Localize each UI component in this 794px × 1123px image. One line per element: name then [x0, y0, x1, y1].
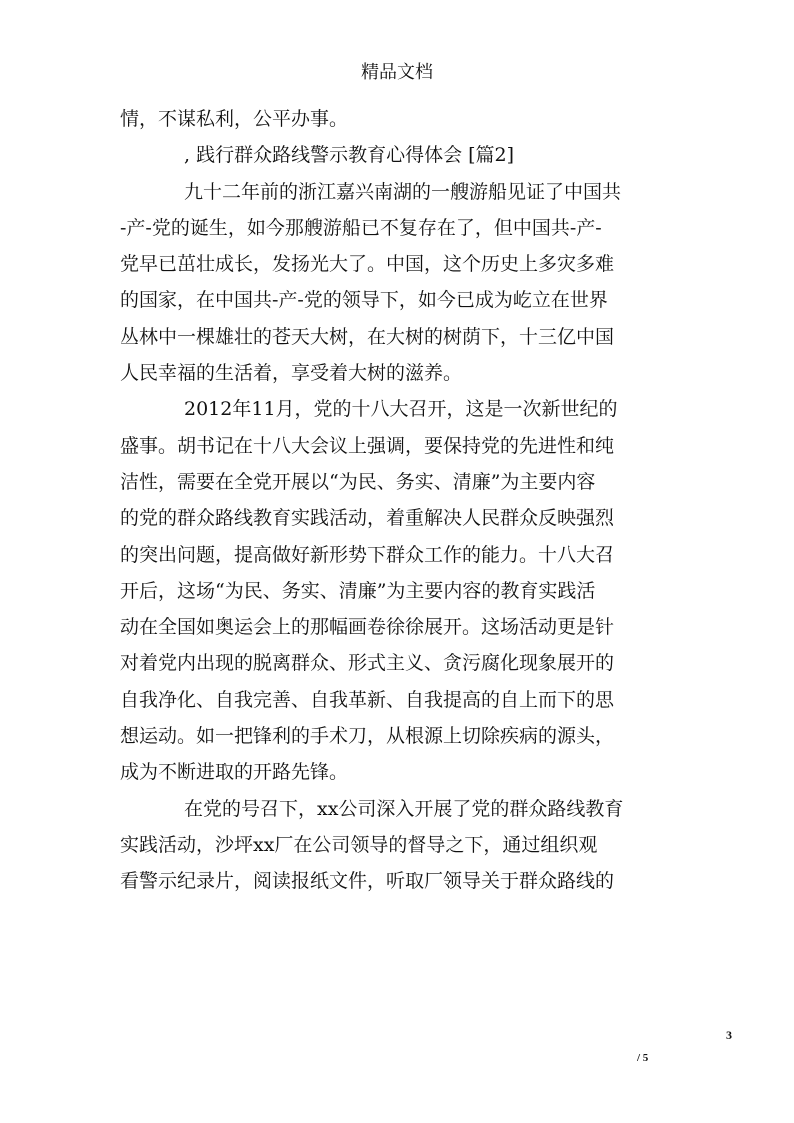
- text-line: 九十二年前的浙江嘉兴南湖的一艘游船见证了中国共: [184, 180, 622, 203]
- section-heading: , 践行群众路线警示教育心得体会 [篇2]: [184, 144, 515, 167]
- text-line: 丛林中一棵雄壮的苍天大树，在大树的树荫下，十三亿中国: [120, 325, 615, 348]
- text-line: 开后，这场“为民、务实、清廉”为主要内容的教育实践活: [120, 579, 596, 602]
- body-text: [120, 101, 680, 900]
- page-header-title: 精品文档: [361, 62, 433, 83]
- page-total: / 5: [637, 1052, 649, 1064]
- page-number: 3: [726, 1028, 732, 1042]
- text-line: 人民幸福的生活着，享受着大树的滋养。: [120, 362, 463, 385]
- text-line: 党早已茁壮成长，发扬光大了。中国，这个历史上多灾多难: [120, 253, 615, 276]
- text-line: 的突出问题，提高做好新形势下群众工作的能力。十八大召: [120, 543, 615, 566]
- text-line: 想运动。如一把锋利的手术刀，从根源上切除疾病的源头，: [120, 725, 615, 748]
- text-line: 2012年11月，党的十八大召开，这是一次新世纪的: [184, 398, 618, 421]
- text-line: 看警示纪录片，阅读报纸文件，听取厂领导关于群众路线的: [120, 870, 615, 893]
- text-line: 动在全国如奥运会上的那幅画卷徐徐展开。这场活动更是针: [120, 616, 615, 639]
- text-line: 实践活动，沙坪xx厂在公司领导的督导之下，通过组织观: [120, 833, 598, 856]
- text-line: 盛事。胡书记在十八大会议上强调，要保持党的先进性和纯: [120, 434, 615, 457]
- text-line: 自我净化、自我完善、自我革新、自我提高的自上而下的思: [120, 688, 615, 711]
- text-line: 的国家，在中国共-产-党的领导下，如今已成为屹立在世界: [120, 289, 608, 312]
- text-line: 情，不谋私利，公平办事。: [120, 108, 349, 130]
- text-line: 的党的群众路线教育实践活动，着重解决人民群众反映强烈: [120, 507, 615, 530]
- text-line: -产-党的诞生，如今那艘游船已不复存在了，但中国共-产-: [120, 216, 602, 239]
- text-line: 洁性，需要在全党开展以“为民、务实、清廉”为主要内容: [120, 470, 596, 493]
- text-line: 对着党内出现的脱离群众、形式主义、贪污腐化现象展开的: [120, 652, 615, 675]
- text-line: 在党的号召下，xx公司深入开展了党的群众路线教育: [184, 797, 624, 820]
- text-line: 成为不断进取的开路先锋。: [120, 761, 349, 784]
